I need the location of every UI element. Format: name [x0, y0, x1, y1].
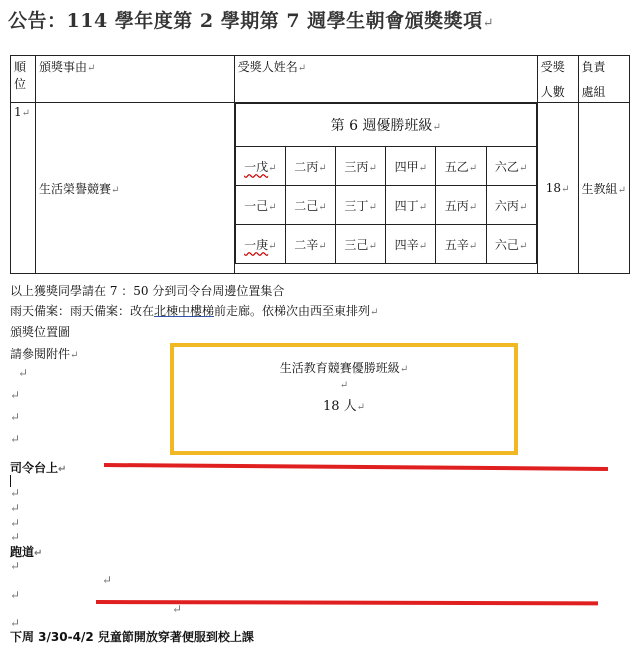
- footer-note: 下周 3/30-4/2 兒童節開放穿著便服到校上課: [10, 630, 254, 644]
- winning-classes-table: [235, 103, 537, 264]
- header-no: 順位: [11, 56, 36, 103]
- classes-caption: 第 6 週優勝班級↵: [235, 104, 536, 147]
- class-cell: 五丙↵: [436, 186, 486, 225]
- empty-paragraph: ↵: [10, 432, 21, 446]
- class-cell: 四甲↵: [386, 147, 436, 186]
- header-reason: 頒獎事由↵: [35, 56, 234, 103]
- class-cell: 二丙↵: [285, 147, 335, 186]
- empty-paragraph: ↵: [10, 388, 21, 402]
- class-cell: 五辛↵: [436, 225, 486, 264]
- class-cell: 三丙↵: [336, 147, 386, 186]
- header-unit: 負責 處組: [578, 56, 629, 103]
- class-row: [235, 147, 536, 186]
- stage-line: [104, 463, 608, 471]
- empty-paragraph: ↵: [102, 573, 113, 587]
- class-cell: 四丁↵: [386, 186, 436, 225]
- class-cell: 一庚↵: [235, 225, 285, 264]
- row-names: [234, 103, 537, 274]
- class-cell: 一戊↵: [235, 147, 285, 186]
- class-cell: 三丁↵: [336, 186, 386, 225]
- empty-paragraph: ↵: [10, 501, 21, 515]
- table-row: [11, 103, 630, 274]
- row-unit: 生教組↵: [578, 103, 629, 274]
- page-title: 公告：114 學年度第 2 學期第 7 週學生朝會頒獎獎項↵: [8, 10, 495, 32]
- row-count: 18↵: [537, 103, 578, 274]
- layout-note: 頒獎位置圖: [10, 325, 71, 339]
- award-table: [10, 55, 630, 274]
- class-row: [235, 225, 536, 264]
- header-count: 受獎 人數: [537, 56, 578, 103]
- empty-paragraph: ↵: [10, 516, 21, 530]
- rain-plan-note: 雨天備案：雨天備案：改在北棟中樓梯前走廊。依梯次由西至東排列↵: [10, 304, 379, 318]
- empty-paragraph: ↵: [10, 616, 21, 630]
- award-position-box: 生活教育競賽優勝班級↵ ↵ 18 人↵: [170, 343, 518, 455]
- empty-paragraph: ↵: [10, 410, 21, 424]
- empty-paragraph: ↵: [10, 559, 21, 573]
- attachment-note: 請參閱附件↵: [10, 347, 79, 361]
- class-cell: 五乙↵: [436, 147, 486, 186]
- class-cell: 六丙↵: [486, 186, 536, 225]
- class-cell: 三己↵: [336, 225, 386, 264]
- empty-paragraph: ↵: [10, 486, 21, 500]
- track-label: 跑道↵: [10, 545, 43, 559]
- header-names: 受獎人姓名↵: [234, 56, 537, 103]
- class-cell: 六己↵: [486, 225, 536, 264]
- row-reason: 生活榮譽競賽↵: [35, 103, 234, 274]
- empty-paragraph: ↵: [10, 588, 21, 602]
- class-cell: 二辛↵: [285, 225, 335, 264]
- rain-location: 北棟中樓梯: [154, 304, 215, 318]
- empty-paragraph: ↵: [18, 366, 29, 380]
- class-cell: 六乙↵: [486, 147, 536, 186]
- empty-paragraph: ↵: [172, 602, 183, 616]
- empty-paragraph: ↵: [10, 530, 21, 544]
- class-cell: 一己↵: [235, 186, 285, 225]
- class-row: [235, 186, 536, 225]
- table-header-row: [11, 56, 630, 103]
- class-cell: 四辛↵: [386, 225, 436, 264]
- gather-note: 以上獲獎同學請在 7 ：50 分到司令台周邊位置集合: [10, 284, 285, 298]
- class-cell: 二己↵: [285, 186, 335, 225]
- row-no: 1↵: [11, 103, 36, 274]
- stage-label: 司令台上↵: [10, 461, 67, 475]
